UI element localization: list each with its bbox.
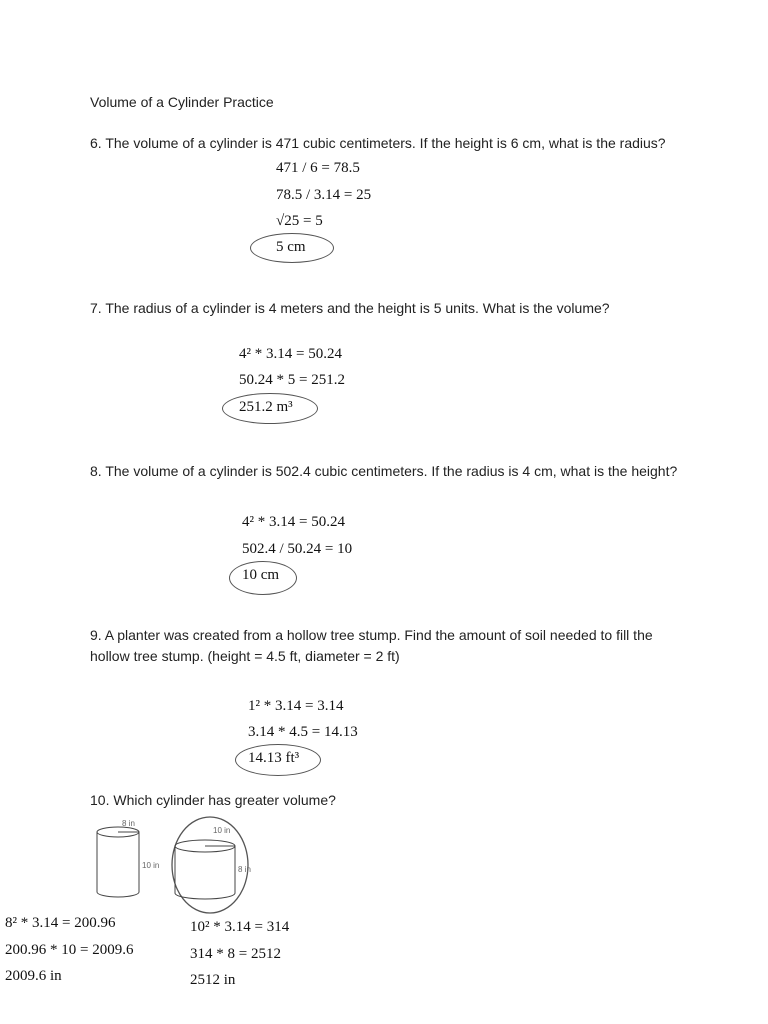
question-6-text: 6. The volume of a cylinder is 471 cubic centimeters. If the height is 6 cm, what is the radius? bbox=[90, 135, 666, 151]
q8-answer: 10 cm bbox=[242, 567, 280, 583]
cylinder-b-top-label: 10 in bbox=[213, 826, 231, 835]
q6-work-line-3: √25 = 5 bbox=[276, 213, 323, 229]
question-9-text: 9. A planter was created from a hollow tree stump. Find the amount of soil needed to fill the hollow tree stump. (height = 4.5 ft, diameter = 2 ft) bbox=[90, 627, 653, 664]
cylinder-a-side-label: 10 in bbox=[142, 861, 160, 870]
q8-work-line-1: 4² * 3.14 = 50.24 bbox=[242, 514, 345, 530]
q10-work-b-line-3: 2512 in bbox=[190, 972, 236, 988]
q6-work-line-2: 78.5 / 3.14 = 25 bbox=[276, 187, 372, 203]
cylinder-a-top-label: 8 in bbox=[122, 819, 135, 828]
q6-work-line-1: 471 / 6 = 78.5 bbox=[276, 160, 360, 176]
q10-work-a-line-3: 2009.6 in bbox=[5, 968, 62, 984]
q9-work-line-1: 1² * 3.14 = 3.14 bbox=[248, 698, 344, 714]
question-7-text: 7. The radius of a cylinder is 4 meters and the height is 5 units. What is the volume? bbox=[90, 300, 610, 316]
q6-answer: 5 cm bbox=[276, 239, 306, 255]
q9-work-line-2: 3.14 * 4.5 = 14.13 bbox=[248, 724, 358, 740]
q7-work-line-2: 50.24 * 5 = 251.2 bbox=[239, 372, 345, 388]
q7-answer: 251.2 m³ bbox=[239, 399, 293, 415]
q8-work-line-2: 502.4 / 50.24 = 10 bbox=[242, 541, 353, 557]
cylinder-a-figure bbox=[90, 815, 165, 905]
question-8-text: 8. The volume of a cylinder is 502.4 cubic centimeters. If the radius is 4 cm, what is the height? bbox=[90, 463, 678, 479]
question-10-text: 10. Which cylinder has greater volume? bbox=[90, 792, 336, 808]
q9-answer: 14.13 ft³ bbox=[248, 750, 300, 766]
q10-work-b-line-2: 314 * 8 = 2512 bbox=[190, 946, 281, 962]
q10-work-a-line-2: 200.96 * 10 = 2009.6 bbox=[5, 942, 134, 958]
cylinder-b-side-label: 8 in bbox=[238, 865, 251, 874]
page-title: Volume of a Cylinder Practice bbox=[90, 94, 274, 110]
q7-work-line-1: 4² * 3.14 = 50.24 bbox=[239, 346, 342, 362]
q10-work-b-line-1: 10² * 3.14 = 314 bbox=[190, 919, 290, 935]
q10-work-a-line-1: 8² * 3.14 = 200.96 bbox=[5, 915, 116, 931]
cylinder-b-figure bbox=[168, 815, 258, 917]
